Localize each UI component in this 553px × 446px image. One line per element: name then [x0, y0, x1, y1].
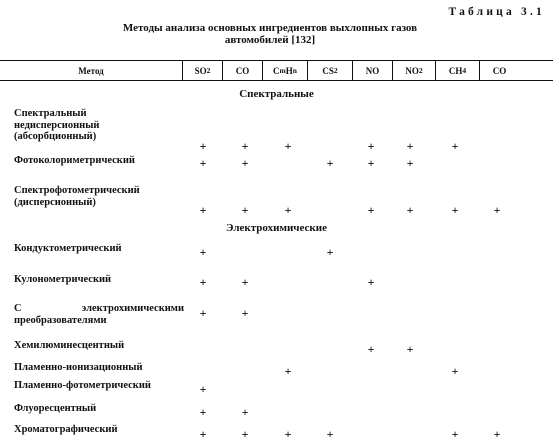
plus-mark: + — [284, 364, 292, 378]
plus-mark: + — [241, 306, 249, 320]
plus-mark: + — [367, 275, 375, 289]
header-method: Метод — [78, 65, 104, 76]
plus-mark: + — [241, 203, 249, 217]
plus-mark: + — [493, 203, 501, 217]
plus-mark: + — [241, 405, 249, 419]
plus-mark: + — [451, 364, 459, 378]
method-name: Пламенно-фотометрический — [14, 380, 151, 391]
plus-mark: + — [367, 156, 375, 170]
method-name: Хроматографический — [14, 424, 118, 435]
plus-mark: + — [199, 245, 207, 259]
header-col-co: CO — [222, 61, 262, 80]
header-col-no: NO — [352, 61, 392, 80]
plus-mark: + — [284, 427, 292, 441]
method-name: Спектрофотометрический (дисперсионный) — [14, 185, 140, 208]
plus-mark: + — [451, 139, 459, 153]
caption-line-2: автомобилей [132] — [224, 34, 316, 46]
plus-mark: + — [326, 245, 334, 259]
header-col-ch4: CH 4 — [435, 61, 479, 80]
plus-mark: + — [367, 139, 375, 153]
plus-mark: + — [241, 156, 249, 170]
plus-mark: + — [493, 427, 501, 441]
caption-line-1: Методы анализа основных ингредиентов выхлопных газов — [122, 22, 418, 34]
plus-mark: + — [241, 427, 249, 441]
method-name: Фотоколориметрический — [14, 155, 135, 166]
method-name: Спектральный недисперсионный (абсорбционный) — [14, 108, 100, 142]
header-col-so2: SO 2 — [182, 61, 222, 80]
plus-mark: + — [284, 203, 292, 217]
plus-mark: + — [199, 427, 207, 441]
header-col-co-2: CO — [479, 61, 519, 80]
plus-mark: + — [199, 382, 207, 396]
plus-mark: + — [284, 139, 292, 153]
table-number: Таблица 3.1 — [448, 6, 545, 18]
plus-mark: + — [199, 156, 207, 170]
plus-mark: + — [451, 203, 459, 217]
plus-mark: + — [241, 275, 249, 289]
plus-mark: + — [406, 156, 414, 170]
plus-mark: + — [241, 139, 249, 153]
plus-mark: + — [199, 405, 207, 419]
plus-mark: + — [199, 139, 207, 153]
header-col-no2: NO 2 — [392, 61, 435, 80]
plus-mark: + — [326, 427, 334, 441]
method-name: Кулонометрический — [14, 274, 112, 285]
plus-mark: + — [406, 139, 414, 153]
plus-mark: + — [326, 156, 334, 170]
method-name: Кондуктометрический — [14, 243, 122, 254]
plus-mark: + — [406, 342, 414, 356]
header-col-cmhn: C m H n — [262, 61, 307, 80]
plus-mark: + — [199, 203, 207, 217]
plus-mark: + — [199, 275, 207, 289]
section-title: Электрохимические — [226, 222, 327, 234]
plus-mark: + — [199, 306, 207, 320]
method-name: Флуоресцентный — [14, 403, 97, 414]
method-name: Пламенно-ионизационный — [14, 362, 143, 373]
header-col-cs2: CS 2 — [307, 61, 352, 80]
plus-mark: + — [406, 203, 414, 217]
method-name: С электрохимическими преобразователями — [14, 303, 184, 326]
plus-mark: + — [367, 342, 375, 356]
plus-mark: + — [451, 427, 459, 441]
table-header — [0, 60, 553, 81]
table-caption — [60, 22, 480, 46]
method-name: Хемилюминесцентный — [14, 340, 125, 351]
section-title: Спектральные — [239, 88, 314, 100]
plus-mark: + — [367, 203, 375, 217]
